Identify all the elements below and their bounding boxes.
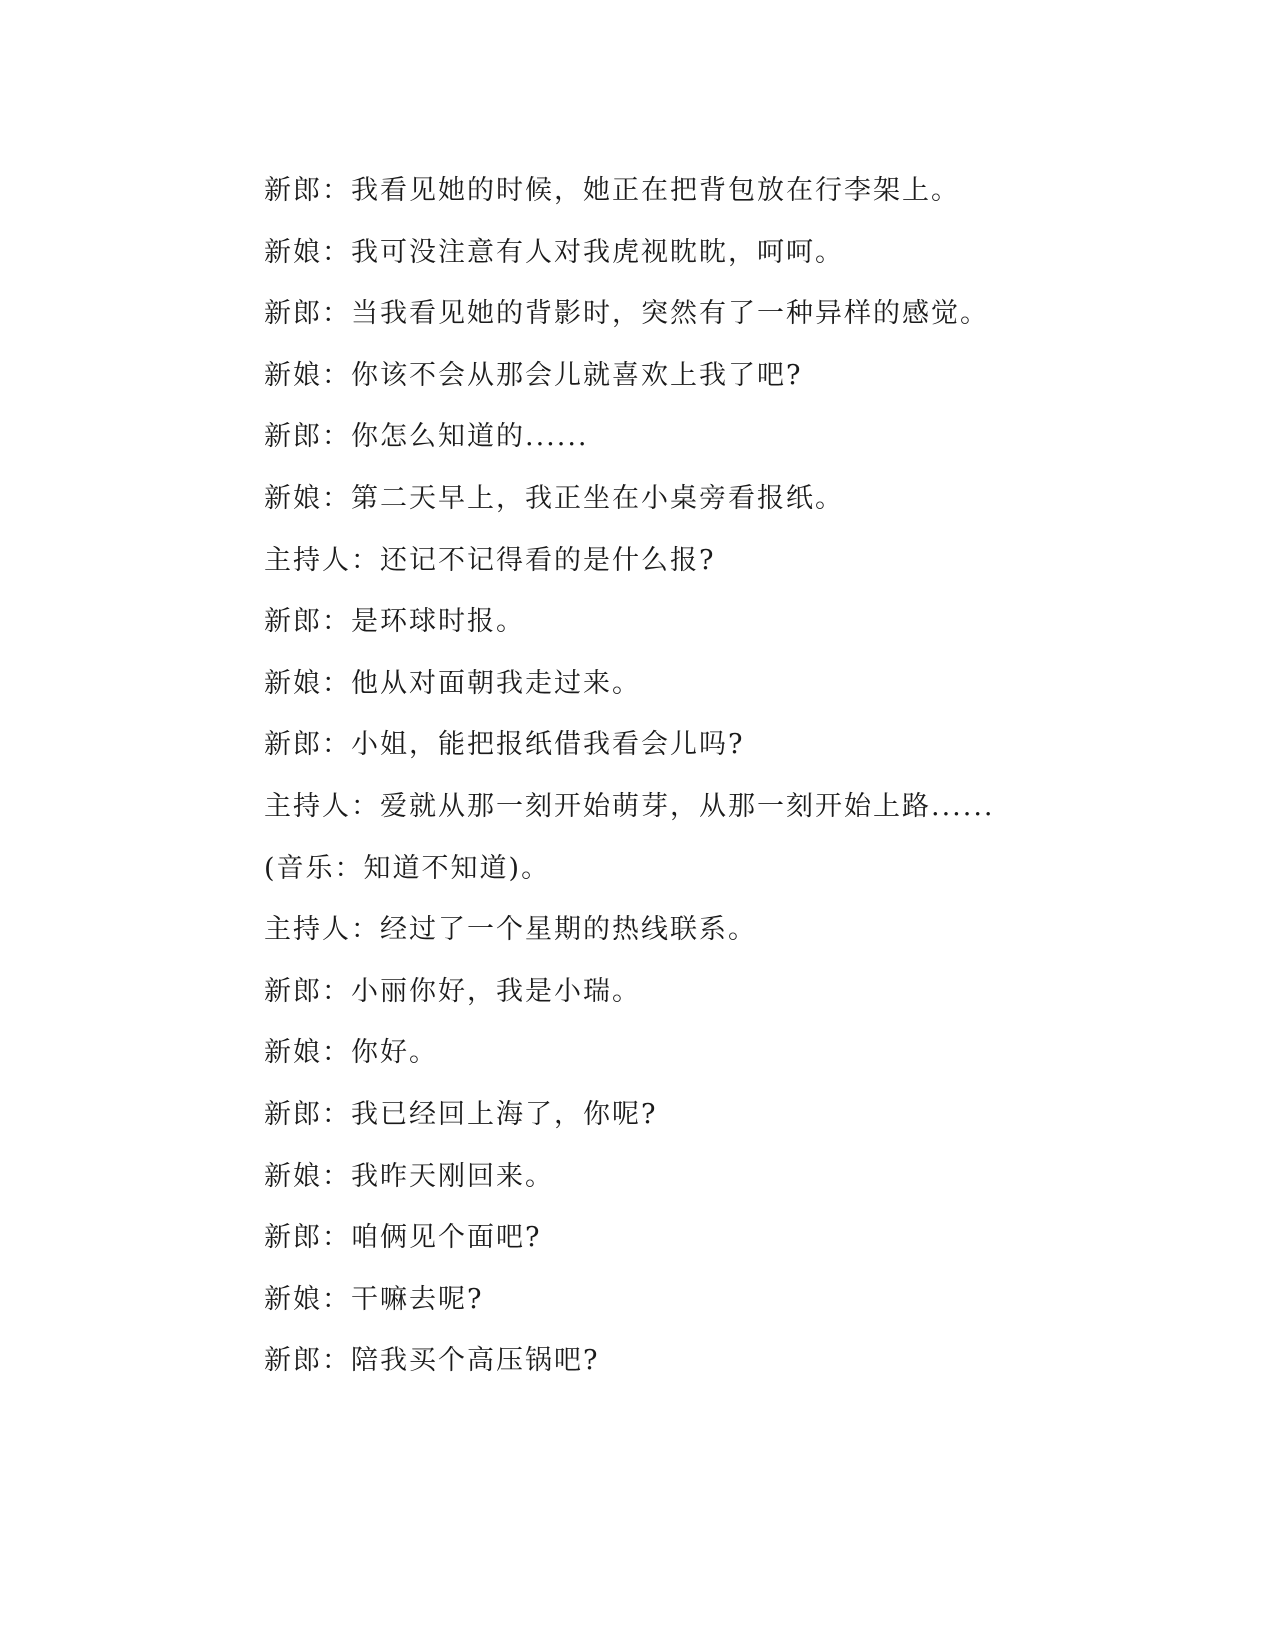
dialogue-line: 主持人：还记不记得看的是什么报? bbox=[264, 544, 716, 576]
dialogue-text bbox=[264, 166, 1024, 1398]
dialogue-line: 新郎：是环球时报。 bbox=[264, 606, 525, 638]
dialogue-line: 新郎：当我看见她的背影时，突然有了一种异样的感觉。 bbox=[264, 298, 989, 330]
dialogue-line: 新娘：你该不会从那会儿就喜欢上我了吧? bbox=[264, 359, 803, 391]
dialogue-line: 新娘：我昨天刚回来。 bbox=[264, 1160, 554, 1192]
dialogue-line: 新娘：第二天早上，我正坐在小桌旁看报纸。 bbox=[264, 482, 844, 514]
dialogue-line: 新郎：咱俩见个面吧? bbox=[264, 1222, 542, 1254]
dialogue-line: 新郎：小姐，能把报纸借我看会儿吗? bbox=[264, 729, 745, 761]
dialogue-line: 新娘：他从对面朝我走过来。 bbox=[264, 667, 641, 699]
dialogue-line: 新郎：我看见她的时候，她正在把背包放在行李架上。 bbox=[264, 175, 960, 206]
dialogue-line: 主持人：爱就从那一刻开始萌芽，从那一刻开始上路...... bbox=[264, 790, 995, 822]
dialogue-line: 新郎：我已经回上海了，你呢? bbox=[264, 1098, 658, 1130]
dialogue-line: 主持人：经过了一个星期的热线联系。 bbox=[264, 914, 757, 946]
dialogue-line: 新郎：你怎么知道的...... bbox=[264, 421, 589, 453]
stage-direction-line: (音乐：知道不知道)。 bbox=[264, 852, 551, 884]
dialogue-line: 新郎：小丽你好，我是小瑞。 bbox=[264, 975, 641, 1007]
dialogue-line: 新娘：干嘛去呢? bbox=[264, 1283, 484, 1315]
dialogue-line: 新娘：你好。 bbox=[264, 1037, 438, 1069]
dialogue-line: 新娘：我可没注意有人对我虎视眈眈，呵呵。 bbox=[264, 236, 844, 268]
dialogue-line: 新郎：陪我买个高压锅吧? bbox=[264, 1345, 600, 1377]
